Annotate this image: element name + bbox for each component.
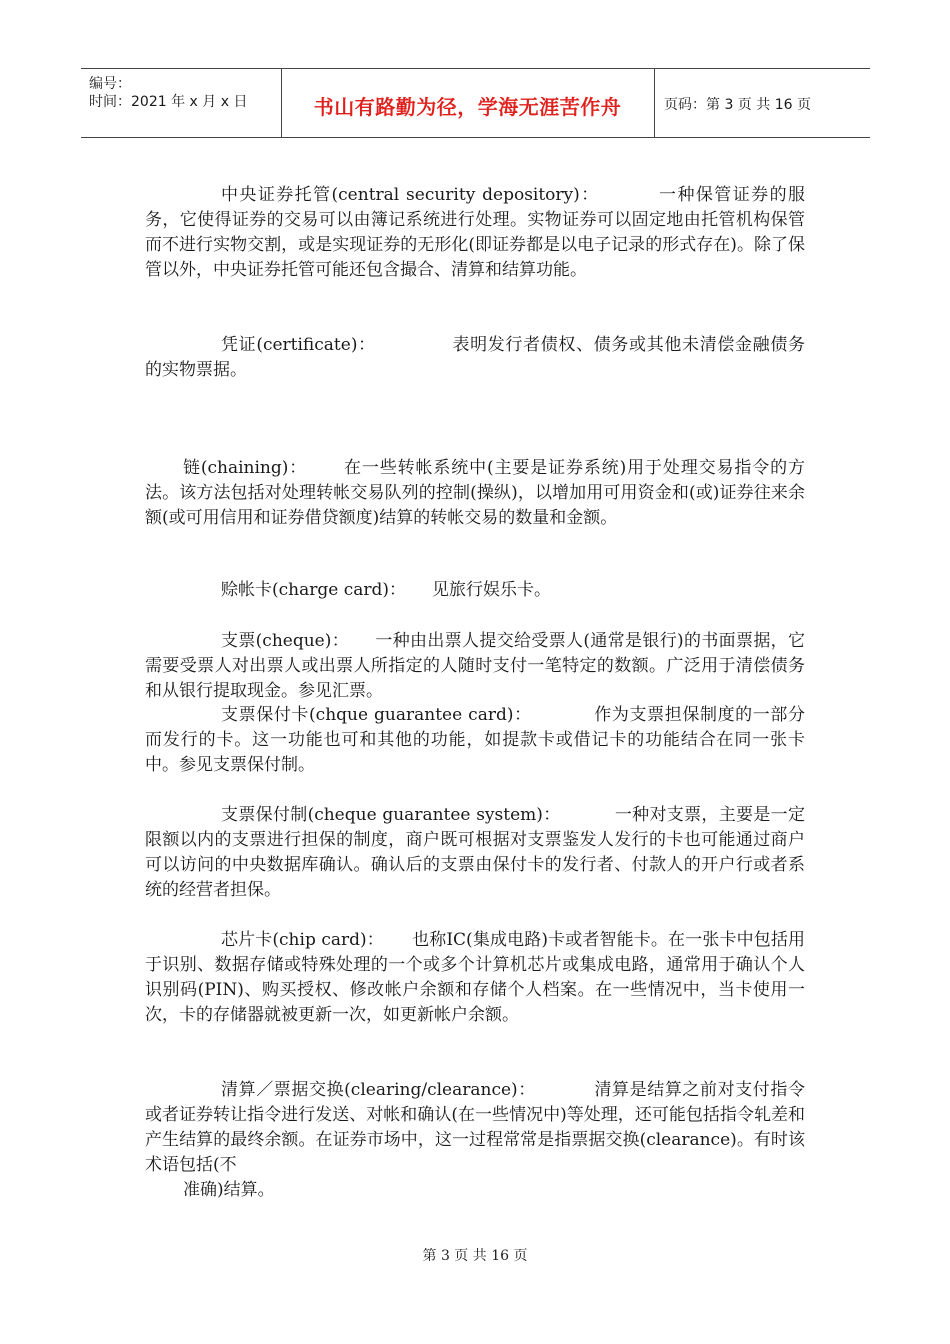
entry-definition: 作为支票担保制度的一部分而发行的卡。这一功能也可和其他的功能，如提款卡或借记卡的功能结合在同一张卡中。参见支票保付制。 xyxy=(145,705,805,775)
entry-term: 芯片卡(chip card)： xyxy=(221,930,384,950)
clearing-entry-continuation: 准确)结算。 xyxy=(183,1180,275,1200)
header-page-cell xyxy=(654,69,870,137)
glossary-entry-central-security-depository xyxy=(145,183,805,283)
entry-definition: 一种保管证券的服务，它使得证券的交易可以由簿记系统进行处理。实物证券可以固定地由托管机构保管而不进行实物交割，或是实现证券的无形化(即证券都是以电子记录的形式存在)。除了保管以外，中央证券托管可能还包含撮合、清算和结算功能。 xyxy=(145,185,805,280)
glossary-entry-cheque-guarantee-system xyxy=(145,803,805,903)
glossary-entry-charge-card xyxy=(145,578,805,603)
page-info: 页码：第 3 页 共 16 页 xyxy=(664,97,811,113)
motto-text: 书山有路勤为径，学海无涯苦作舟 xyxy=(313,95,622,119)
header-motto-cell xyxy=(281,69,655,137)
page-header xyxy=(81,68,870,138)
glossary-entry-clearing xyxy=(145,1078,805,1178)
entry-term: 支票保付制(cheque guarantee system)： xyxy=(221,805,561,825)
entry-term: 赊帐卡(charge card)： xyxy=(221,580,407,600)
entry-definition: 见旅行娱乐卡。 xyxy=(432,580,552,600)
number-label: 编号： xyxy=(89,76,131,92)
entry-term: 中央证券托管(central security depository)： xyxy=(221,185,600,205)
header-meta-cell xyxy=(81,69,282,137)
entry-definition: 一种由出票人提交给受票人(通常是银行)的书面票据，它需要受票人对出票人或出票人所指定的人随时支付一笔特定的数额。广泛用于清偿债务和从银行提取现金。参见汇票。 xyxy=(145,631,806,701)
entry-term: 清算／票据交换(clearing/clearance)： xyxy=(221,1080,536,1100)
page-footer: 第 3 页 共 16 页 xyxy=(422,1248,528,1264)
entry-definition: 也称IC(集成电路)卡或者智能卡。在一张卡中包括用于识别、数据存储或特殊处理的一个或多个计算机芯片或集成电路，通常用于确认个人识别码(PIN)、购买授权、修改帐户余额和存储个人档案。在一些情况中，当卡使用一次，卡的存储器就被更新一次，如更新帐户余额。 xyxy=(145,930,805,1025)
entry-term: 支票保付卡(chque guarantee card)： xyxy=(221,705,532,725)
glossary-entry-chip-card xyxy=(145,928,805,1028)
entry-term: 凭证(certificate)： xyxy=(221,335,376,355)
glossary-entry-chaining xyxy=(145,456,805,531)
entry-definition: 一种对支票，主要是一定限额以内的支票进行担保的制度，商户既可根据对支票鉴发人发行的卡也可能通过商户可以访问的中央数据库确认。确认后的支票由保付卡的发行者、付款人的开户行或者系统的经营者担保。 xyxy=(145,805,805,900)
entry-definition: 清算是结算之前对支付指令或者证券转让指令进行发送、对帐和确认(在一些情况中)等处理，还可能包括指令轧差和产生结算的最终余额。在证券市场中，这一过程常常是指票据交换(clearance)。有时该术语包括(不 xyxy=(145,1080,805,1175)
entry-term: 支票(cheque)： xyxy=(221,631,350,651)
glossary-entry-cheque xyxy=(145,629,805,704)
entry-term: 链(chaining)： xyxy=(183,458,308,478)
entry-definition: 表明发行者债权、债务或其他未清偿金融债务的实物票据。 xyxy=(145,335,805,380)
time-label: 时间：2021 年 x 月 x 日 xyxy=(89,94,248,110)
glossary-entry-certificate xyxy=(145,333,805,383)
glossary-entry-cheque-guarantee-card xyxy=(145,703,805,778)
entry-definition: 在一些转帐系统中(主要是证券系统)用于处理交易指令的方法。该方法包括对处理转帐交易队列的控制(操纵)，以增加用可用资金和(或)证券往来余额(或可用信用和证券借贷额度)结算的转帐交易的数量和金额。 xyxy=(145,458,806,528)
